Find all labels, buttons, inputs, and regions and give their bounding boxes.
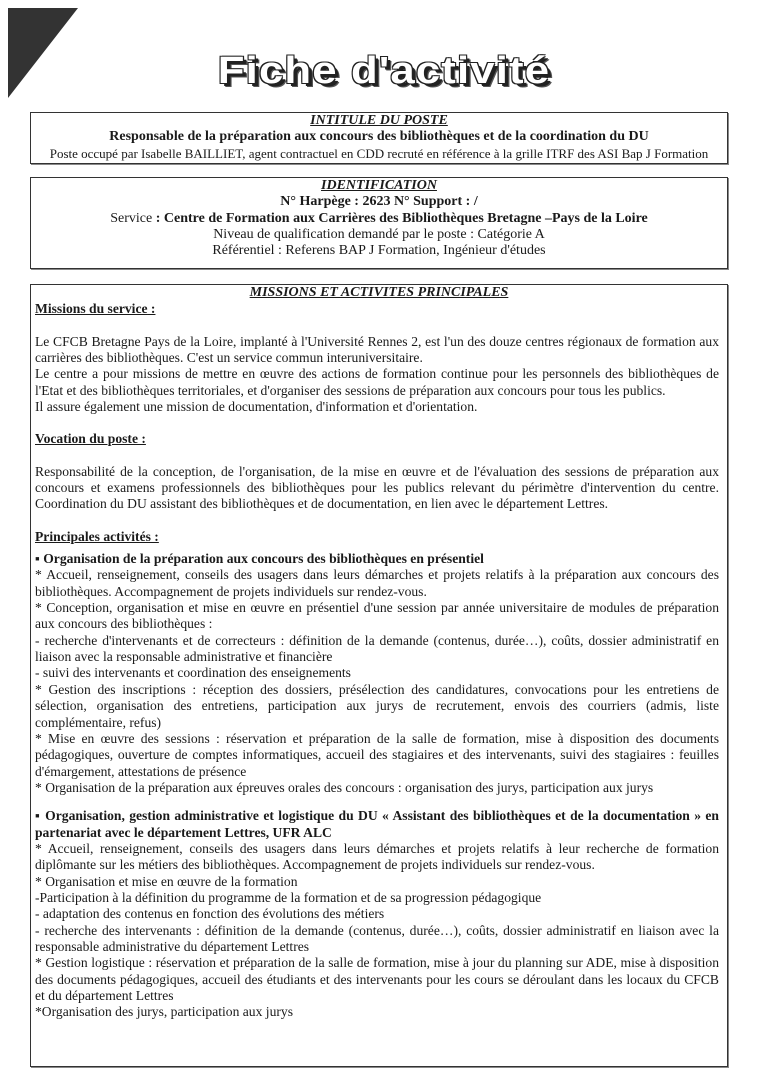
activity-line: * Mise en œuvre des sessions : réservation et préparation de la salle de formation, mise à disposition des documents pédagogiques, ouverture de comptes informatiques, accueil des stagiaires et des intervenants, suivi des stagiaires : feuilles d'émargement, attestations de présence xyxy=(35,730,719,779)
job-title: Responsable de la préparation aux concours des bibliothèques et de la coordination du DU xyxy=(109,129,649,145)
harpege: N° Harpège : 2623 N° Support : / xyxy=(280,194,478,210)
intitule-heading: INTITULE DU POSTE xyxy=(310,113,448,128)
activity-line: * Gestion des inscriptions : réception des dossiers, présélection des candidatures, convocations pour les entretiens de sélection, organisation des entretiens, participation aux jurys de recrutement, envois des courriers (admis, liste complémentaire, refus) xyxy=(35,681,719,730)
page-title: Fiche d'activité xyxy=(217,50,551,92)
intitule-box xyxy=(30,112,728,164)
referentiel: Référentiel : Referens BAP J Formation, Ingénieur d'études xyxy=(212,243,546,259)
colon: : xyxy=(147,301,156,317)
service-label: Service xyxy=(110,210,153,226)
activites-heading: Principales activités xyxy=(35,528,151,544)
vocation-heading: Vocation du poste xyxy=(35,431,138,447)
activity-line: *Organisation des jurys, participation aux jurys xyxy=(35,1004,293,1020)
activity-line: * Accueil, renseignement, conseils des usagers dans leurs démarches et projets relatifs à la préparation aux concours des bibliothèques. Accompagnement de projets individuels sur rendez-vous. xyxy=(35,567,719,599)
activity-groups xyxy=(35,551,719,1021)
activity-line: -Participation à la définition du programme de la formation et de sa progression pédagogique xyxy=(35,889,542,905)
missions-heading: MISSIONS ET ACTIVITES PRINCIPALES xyxy=(249,285,509,300)
service-paragraph: Le CFCB Bretagne Pays de la Loire, implanté à l'Université Rennes 2, est l'un des douze centres régionaux de formation aux carrières des bibliothèques. C'est un service commun interuniversitaire. xyxy=(35,333,719,365)
activity-group-title: ▪ Organisation, gestion administrative et logistique du DU « Assistant des bibliothèques et de la documentation » en partenariat avec le département Lettres, UFR ALC xyxy=(35,808,719,840)
activity-line: - suivi des intervenants et coordination des enseignements xyxy=(35,665,351,681)
activity-line: * Organisation et mise en œuvre de la formation xyxy=(35,873,298,889)
service: : Centre de Formation aux Carrières des Bibliothèques Bretagne –Pays de la Loire xyxy=(152,210,648,226)
activity-group-title: ▪ Organisation de la préparation aux concours des bibliothèques en présentiel xyxy=(35,551,484,567)
activity-line: * Accueil, renseignement, conseils des usagers dans leurs démarches et projets relatifs à leur recherche de formation diplômante sur les métiers des bibliothèques. Accompagnement de projets individuels sur rendez-vous. xyxy=(35,840,719,873)
vocation-text: Responsabilité de la conception, de l'organisation, de la mise en œuvre et de l'évaluation des sessions de préparation aux concours et examens professionnels des bibliothèques pour les publics relevant du périmètre d'intervention du centre. Coordination du DU assistant des bibliothèques et de documentation, en lien avec le département Lettres. xyxy=(35,463,719,512)
missions-service-heading: Missions du service xyxy=(35,301,148,317)
identification-heading: IDENTIFICATION xyxy=(321,178,437,193)
colon: : xyxy=(137,431,146,447)
activity-line: - recherche d'intervenants et de correcteurs : définition de la demande (contenus, durée…), coûts, dossier administratif en liaison avec la responsable administrative et financière xyxy=(35,632,719,665)
activity-line: - recherche des intervenants : définition de la demande (contenus, durée…), coûts, dossier administratif en liaison avec la responsable administrative du département Lettres xyxy=(35,922,719,954)
activity-line: * Gestion logistique : réservation et préparation de la salle de formation, mise à jour du planning sur ADE, mise à disposition des documents pédagogiques, accueil des étudiants et des intervenants pour les cours se déroulant dans les locaux du CFCB et du département Lettres xyxy=(35,955,719,1004)
activity-line: - adaptation des contenus en fonction des évolutions des métiers xyxy=(35,906,385,922)
service-paragraph: Il assure également une mission de documentation, d'information et d'orientation. xyxy=(35,399,478,415)
activity-line: * Organisation de la préparation aux épreuves orales des concours : organisation des jurys, participation aux jurys xyxy=(35,779,654,795)
service-paragraph: Le centre a pour missions de mettre en œuvre des actions de formation continue pour les personnels des bibliothèques de l'Etat et des bibliothèques territoriales, et d'organiser des sessions de préparation aux concours pour tous les publics. xyxy=(35,366,719,398)
niveau: Niveau de qualification demandé par le poste : Catégorie A xyxy=(213,226,545,242)
identification-box xyxy=(30,177,728,269)
missions-box xyxy=(30,284,728,1067)
activity-line: * Conception, organisation et mise en œuvre en présentiel d'une session par année universitaire de modules de préparation aux concours des bibliothèques : xyxy=(35,600,719,632)
occupant: Poste occupé par Isabelle BAILLIET, agent contractuel en CDD recruté en référence à la grille ITRF des ASI Bap J Formation xyxy=(49,145,709,161)
colon: : xyxy=(150,528,159,544)
